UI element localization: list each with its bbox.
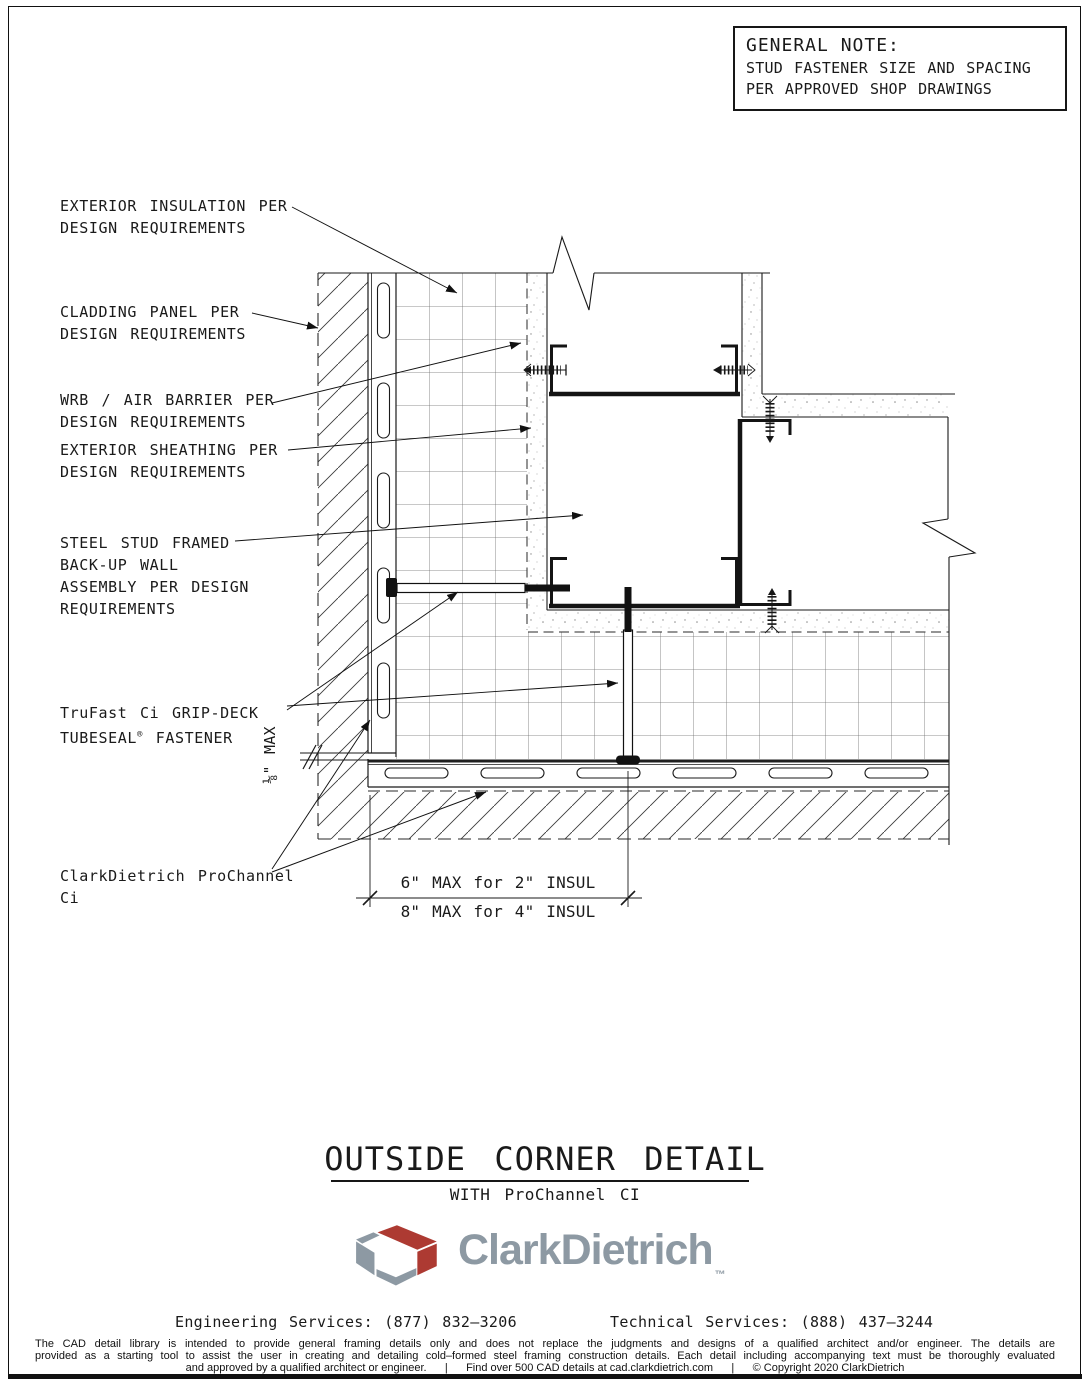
insulation-grid-fill	[396, 273, 949, 759]
interior-board-speckle	[742, 273, 948, 417]
dimension-6in-max: 6" MAX for 2" INSUL	[400, 873, 596, 892]
label-steel-stud-assembly: STEEL STUD FRAMED BACK-UP WALL ASSEMBLY PER DESIGN REQUIREMENTS	[60, 534, 249, 618]
label-wrb-air-barrier: WRB / AIR BARRIER PER DESIGN REQUIREMENTS	[60, 391, 275, 431]
label-prochannel-ci: ClarkDietrich ProChannel Ci	[60, 867, 295, 907]
logo-face-left	[356, 1242, 374, 1276]
general-note-line: STUD FASTENER SIZE AND SPACING	[746, 59, 1031, 77]
sheet-bottom-rule	[8, 1374, 1082, 1379]
detail-subtitle: WITH ProChannel CI	[449, 1185, 641, 1204]
logo-face-sliver	[356, 1232, 379, 1243]
prochannel-horizontal	[368, 759, 949, 787]
detail-title: OUTSIDE CORNER DETAIL	[324, 1140, 766, 1178]
dimension-gap-eighth-max: ⅛" MAX	[261, 726, 279, 784]
engineering-services-phone: Engineering Services: (877) 832–3206	[175, 1313, 517, 1331]
label-trufast-fastener: TruFast Ci GRIP-DECK TUBESEAL® FASTENER	[60, 704, 259, 747]
disclaimer-line-3: and approved by a qualified architect or engineer. | Find over 500 CAD details at cad.clarkdietrich.com | © Copyright 2020 ClarkDietrich	[185, 1362, 905, 1374]
disclaimer-line-2: provided as a starting tool to assist the user in creating and detailing cold–formed steel framing construction details. Each detail including accompanying text must be thoroughly evaluated	[35, 1350, 1055, 1362]
label-exterior-insulation: EXTERIOR INSULATION PER DESIGN REQUIREMENTS	[60, 197, 288, 237]
technical-services-phone: Technical Services: (888) 437–3244	[610, 1313, 934, 1331]
title-underline	[331, 1180, 749, 1182]
prochannel-vertical	[368, 273, 396, 757]
general-note-box	[733, 26, 1067, 111]
logo-face-top	[378, 1225, 437, 1250]
dimension-8in-max: 8" MAX for 4" INSUL	[400, 902, 596, 921]
clarkdietrich-wordmark: ClarkDietrich$_™$	[458, 1226, 726, 1281]
label-exterior-sheathing: EXTERIOR SHEATHING PER DESIGN REQUIREMENTS	[60, 441, 278, 481]
logo-face-bottom	[377, 1268, 417, 1285]
general-note-title: GENERAL NOTE:	[746, 35, 900, 56]
clarkdietrich-logo-icon	[352, 1222, 449, 1304]
label-cladding-panel: CLADDING PANEL PER DESIGN REQUIREMENTS	[60, 303, 246, 343]
trademark-symbol: ™	[714, 1269, 726, 1281]
registered-mark: ®	[137, 730, 144, 740]
general-note-line: PER APPROVED SHOP DRAWINGS	[746, 80, 992, 98]
disclaimer-line-1: The CAD detail library is intended to provide general framing details only and does not replace the judgments and designs of a qualified architect and/or engineer. The details are	[35, 1338, 1055, 1350]
